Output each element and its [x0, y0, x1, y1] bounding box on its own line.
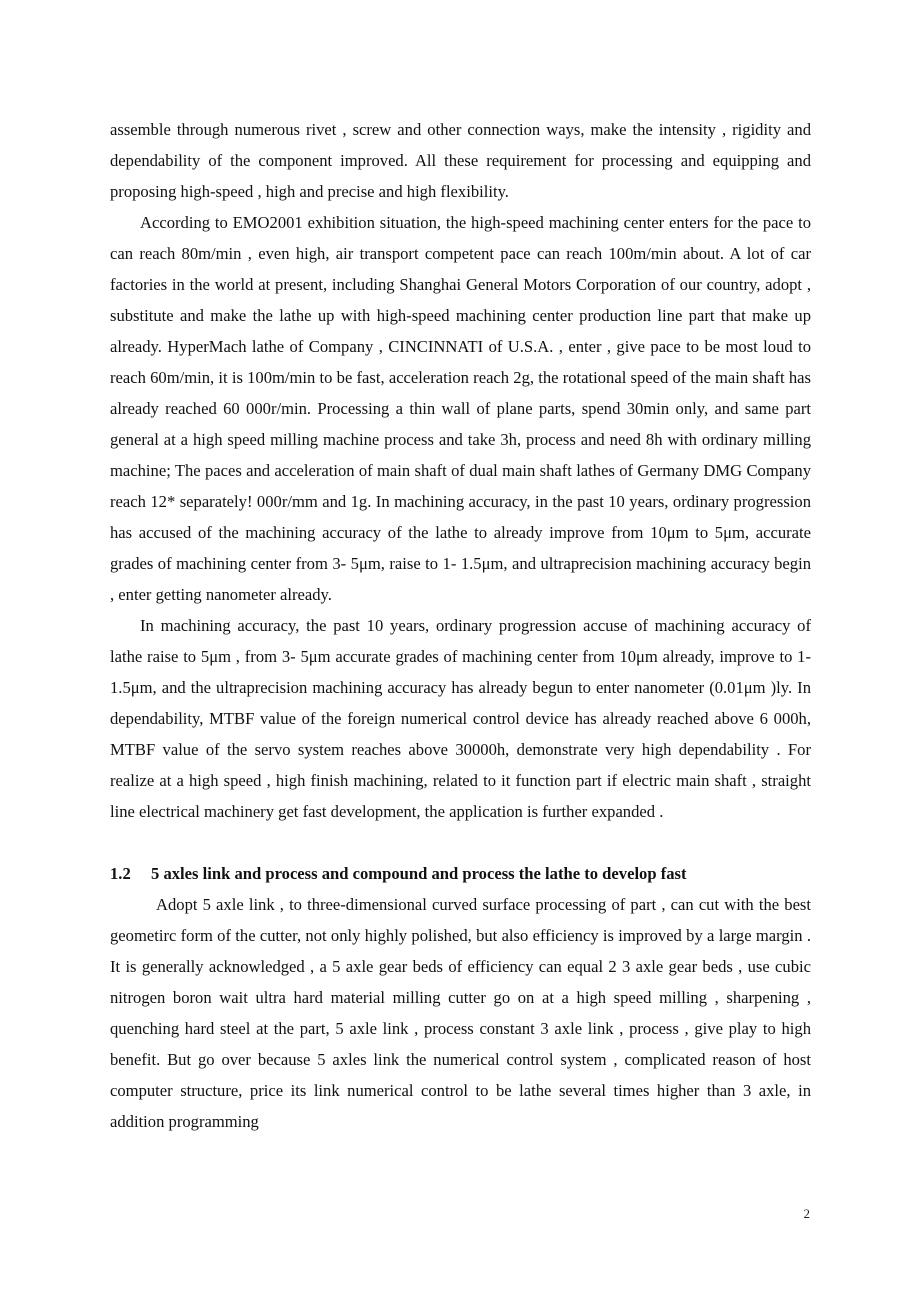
page-number: 2 [803, 1206, 810, 1221]
paragraph: Adopt 5 axle link , to three-dimensional curved surface processing of part , can cut with the best geometirc form of the cutter, not only highly polished, but also efficiency is improved by a large margin . It is generally acknowledged , a 5 axle gear beds of efficiency can equal 2 3 axle gear beds , use cubic nitrogen boron wait ultra hard material milling cutter go on at a high speed milling , sharpening , quenching hard steel at the part, 5 axle link , process constant 3 axle link , process , give play to high benefit. But go over because 5 axles link the numerical control system , complicated reason of host computer structure, price its link numerical control to be lathe several times higher than 3 axle, in addition programming [110, 895, 811, 1131]
document-body [110, 114, 811, 1137]
section-heading [110, 858, 811, 889]
paragraph: According to EMO2001 exhibition situation, the high-speed machining center enters for the pace to can reach 80m/min , even high, air transport competent pace can reach 100m/min about. A lot of car factories in the world at present, including Shanghai General Motors Corporation of our country, adopt , substitute and make the lathe up with high-speed machining center production line part that make up already. HyperMach lathe of Company , CINCINNATI of U.S.A. , enter , give pace to be most loud to reach 60m/min, it is 100m/min to be fast, acceleration reach 2g, the rotational speed of the main shaft has already reached 60 000r/min. Processing a thin wall of plane parts, spend 30min only, and same part general at a high speed milling machine process and take 3h, process and need 8h with ordinary milling machine; The paces and acceleration of main shaft of dual main shaft lathes of Germany DMG Company reach 12* separately! 000r/mm and 1g. In machining accuracy, in the past 10 years, ordinary progression has accused of the machining accuracy of the lathe to already improve from 10μm to 5μm, accurate grades of machining center from 3- 5μm, raise to 1- 1.5μm, and ultraprecision machining accuracy begin , enter getting nanometer already. [110, 213, 811, 604]
section-title: 5 axles link and process and compound and process the lathe to develop fast [151, 864, 687, 883]
paragraph: In machining accuracy, the past 10 years, ordinary progression accuse of machining accuracy of lathe raise to 5μm , from 3- 5μm accurate grades of machining center from 10μm already, improve to 1- 1.5μm, and the ultraprecision machining accuracy has already begun to enter nanometer (0.01μm )ly. In dependability, MTBF value of the foreign numerical control device has already reached above 6 000h, MTBF value of the servo system reaches above 30000h, demonstrate very high dependability . For realize at a high speed , high finish machining, related to it function part if electric main shaft , straight line electrical machinery get fast development, the application is further expanded . [110, 616, 811, 821]
paragraph: assemble through numerous rivet , screw and other connection ways, make the intensity , rigidity and dependability of the component improved. All these requirement for processing and equipping and proposing high-speed , high and precise and high flexibility. [110, 120, 811, 201]
section-number: 1.2 [110, 864, 131, 883]
paragraph-gap [110, 827, 811, 858]
